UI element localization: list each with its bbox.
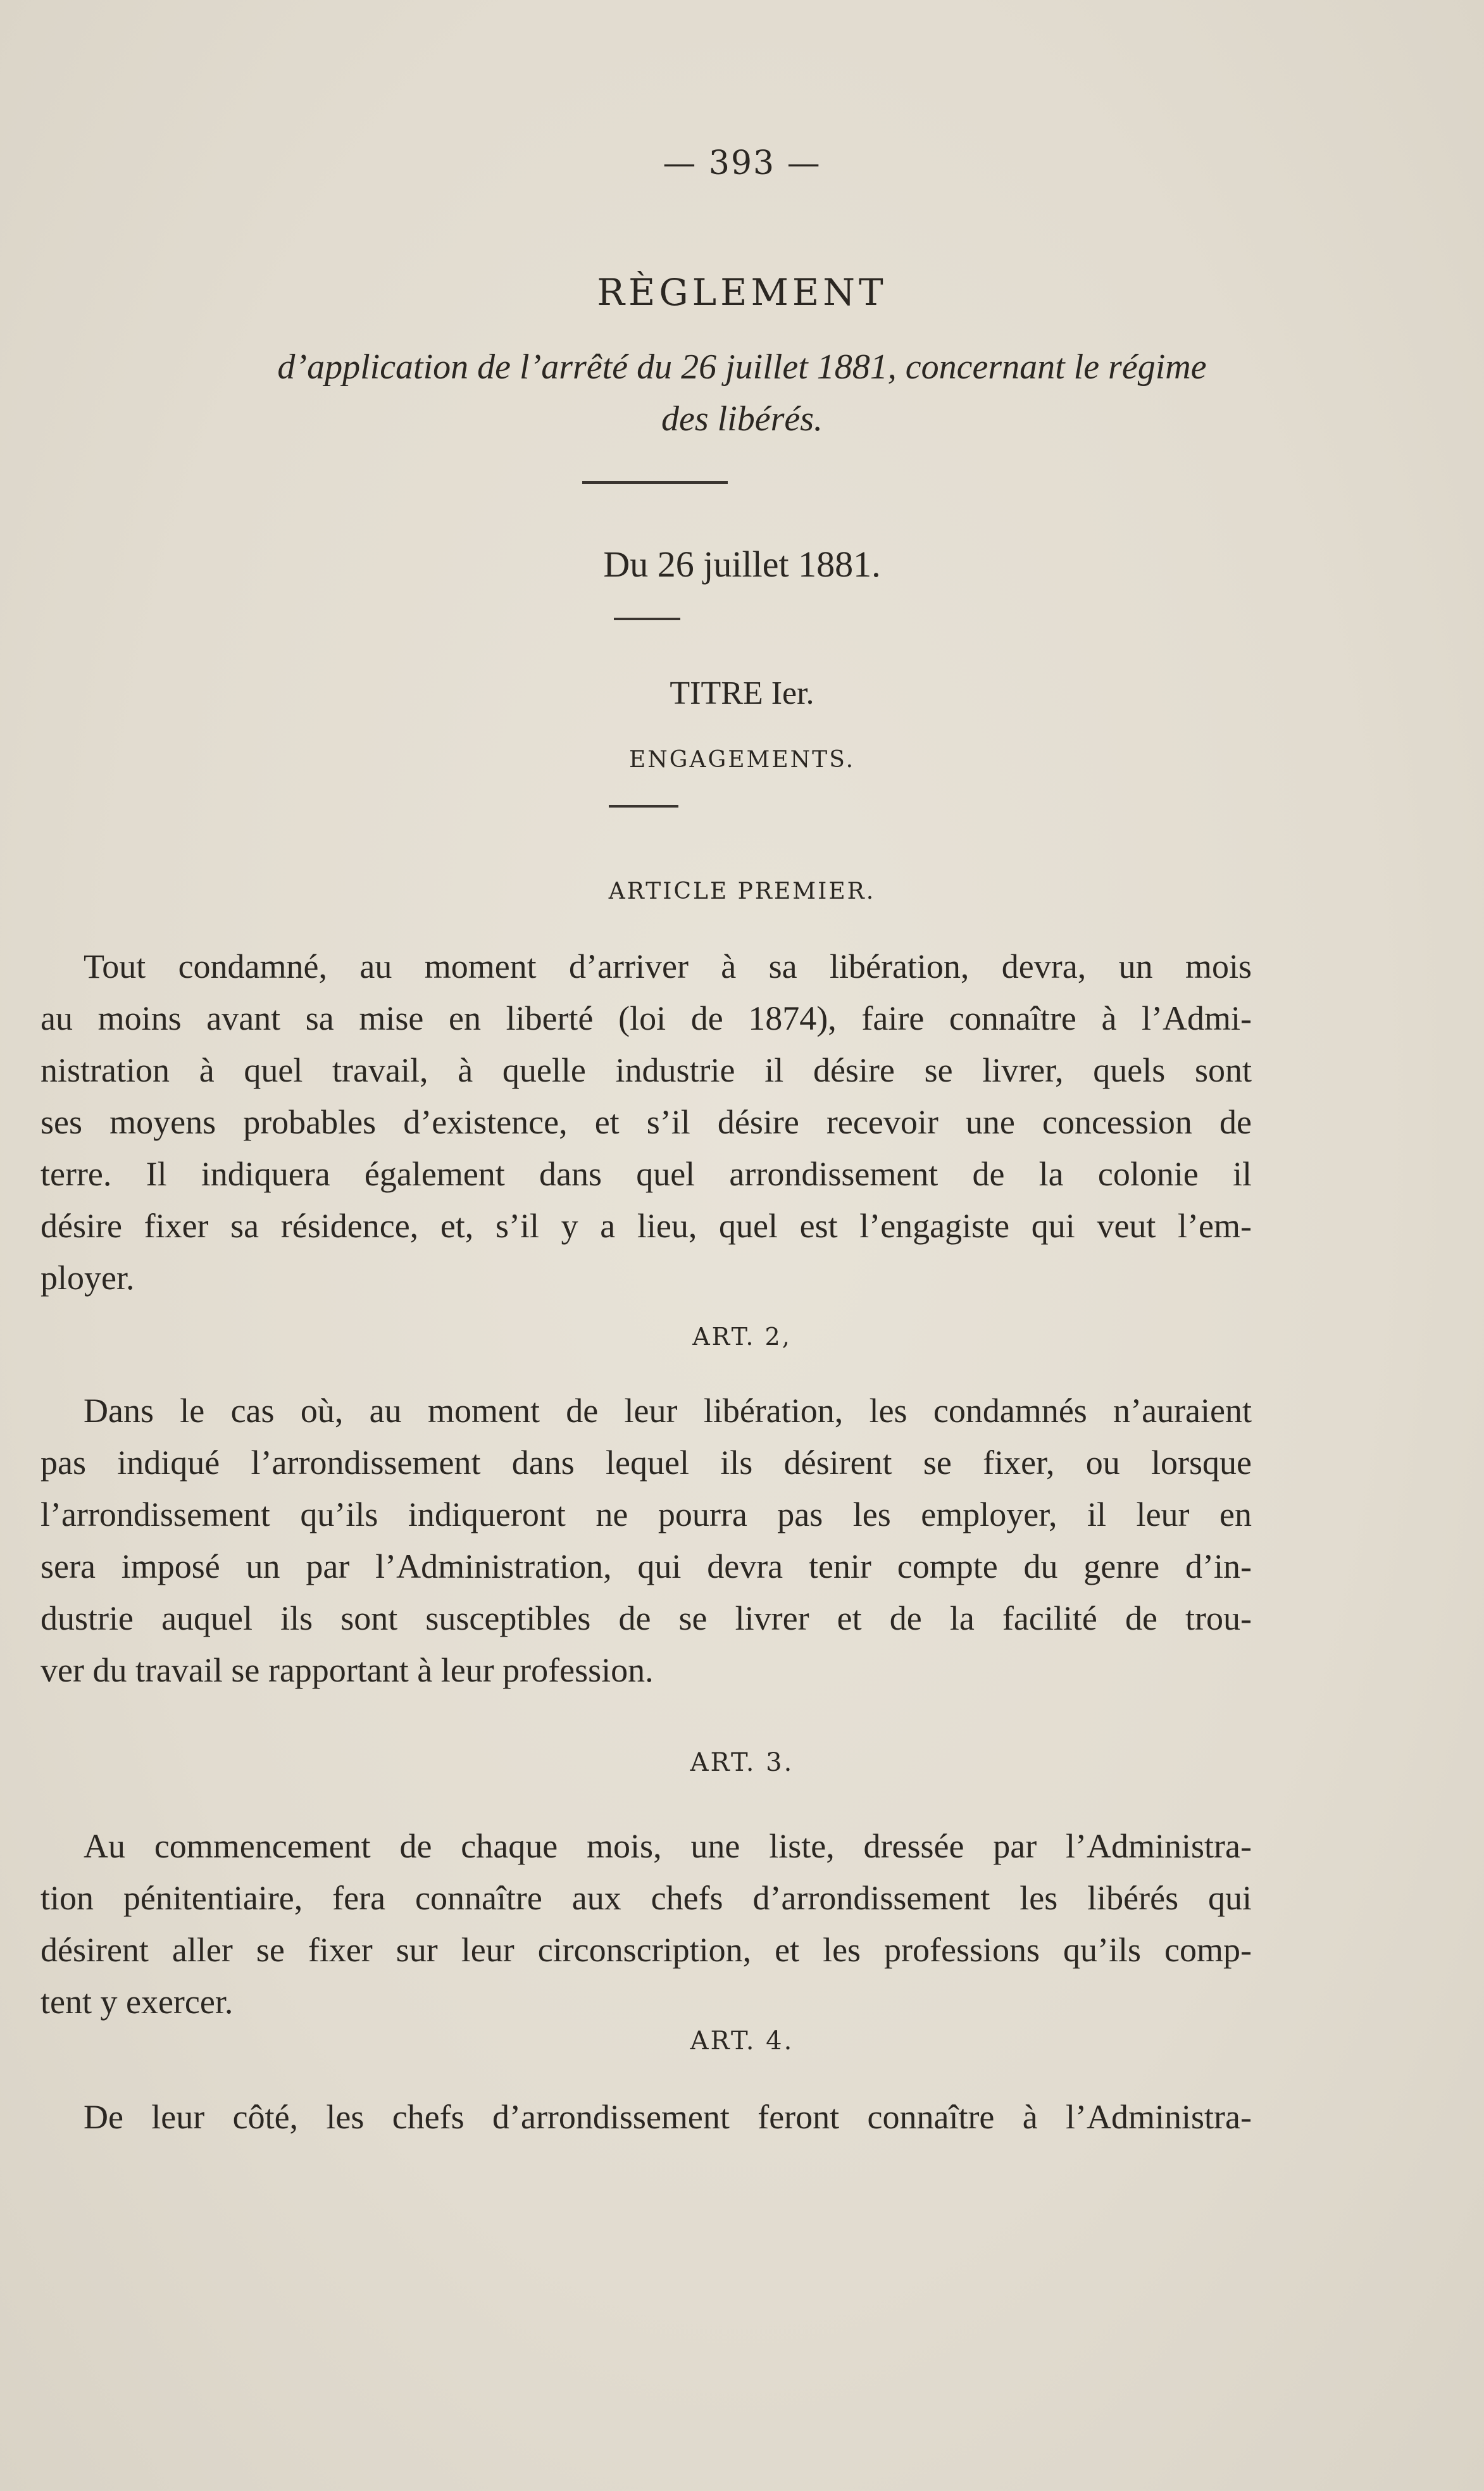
text-line: au moins avant sa mise en liberté (loi de 1874), faire connaître à l’Admi- [41, 999, 1252, 1037]
article-paragraph [41, 1820, 1252, 2028]
text-line: ver du travail se rapportant à leur profession. [41, 1651, 654, 1689]
article-label: ART. 3. [690, 1748, 794, 1777]
text-line: sera imposé un par l’Administration, qui devra tenir compte du genre d’in- [41, 1547, 1252, 1585]
article-paragraph [41, 2091, 1252, 2143]
text-line: Tout condamné, au moment d’arriver à sa libération, devra, un mois [84, 947, 1252, 985]
page-number: — 393 — [663, 144, 821, 182]
article-paragraph [41, 1385, 1252, 1696]
article-paragraph [41, 940, 1252, 1304]
subtitle-line-2: des libérés. [661, 399, 823, 439]
divider-rule [614, 618, 680, 620]
text-line: tent y exercer. [41, 1983, 234, 2021]
date-line: Du 26 juillet 1881. [603, 544, 881, 585]
subtitle-line-1: d’application de l’arrêté du 26 juillet 1881, concernant le régime [277, 347, 1207, 387]
text-line: ployer. [41, 1259, 135, 1297]
article-label: ART. 4. [690, 2026, 794, 2056]
divider-rule [609, 805, 678, 808]
article-label: ART. 2, [692, 1323, 792, 1351]
text-line: terre. Il indiquera également dans quel arrondissement de la colonie il [41, 1155, 1252, 1193]
text-line: ses moyens probables d’existence, et s’il désire recevoir une concession de [41, 1103, 1252, 1141]
text-line: pas indiqué l’arrondissement dans lequel ils désirent se fixer, ou lorsque [41, 1444, 1252, 1482]
text-line: désire fixer sa résidence, et, s’il y a lieu, quel est l’engagiste qui veut l’em- [41, 1207, 1252, 1245]
text-line: tion pénitentiaire, fera connaître aux chefs d’arrondissement les libérés qui [41, 1879, 1252, 1917]
text-line: désirent aller se fixer sur leur circonscription, et les professions qu’ils comp- [41, 1931, 1252, 1969]
article-label: ARTICLE PREMIER. [608, 878, 876, 904]
text-line: nistration à quel travail, à quelle industrie il désire se livrer, quels sont [41, 1051, 1252, 1089]
text-line: l’arrondissement qu’ils indiqueront ne pourra pas les employer, il leur en [41, 1495, 1252, 1533]
divider-rule [582, 481, 728, 484]
text-line: Au commencement de chaque mois, une liste, dressée par l’Administra- [84, 1827, 1252, 1865]
page-title: RÈGLEMENT [597, 271, 887, 314]
section-heading: ENGAGEMENTS. [628, 747, 856, 773]
text-line: Dans le cas où, au moment de leur libération, les condamnés n’auraient [84, 1392, 1252, 1430]
text-line: dustrie auquel ils sont susceptibles de se livrer et de la facilité de trou- [41, 1599, 1252, 1637]
titre-heading: TITRE Ier. [670, 675, 814, 711]
text-line: De leur côté, les chefs d’arrondissement feront connaître à l’Administra- [84, 2098, 1252, 2136]
